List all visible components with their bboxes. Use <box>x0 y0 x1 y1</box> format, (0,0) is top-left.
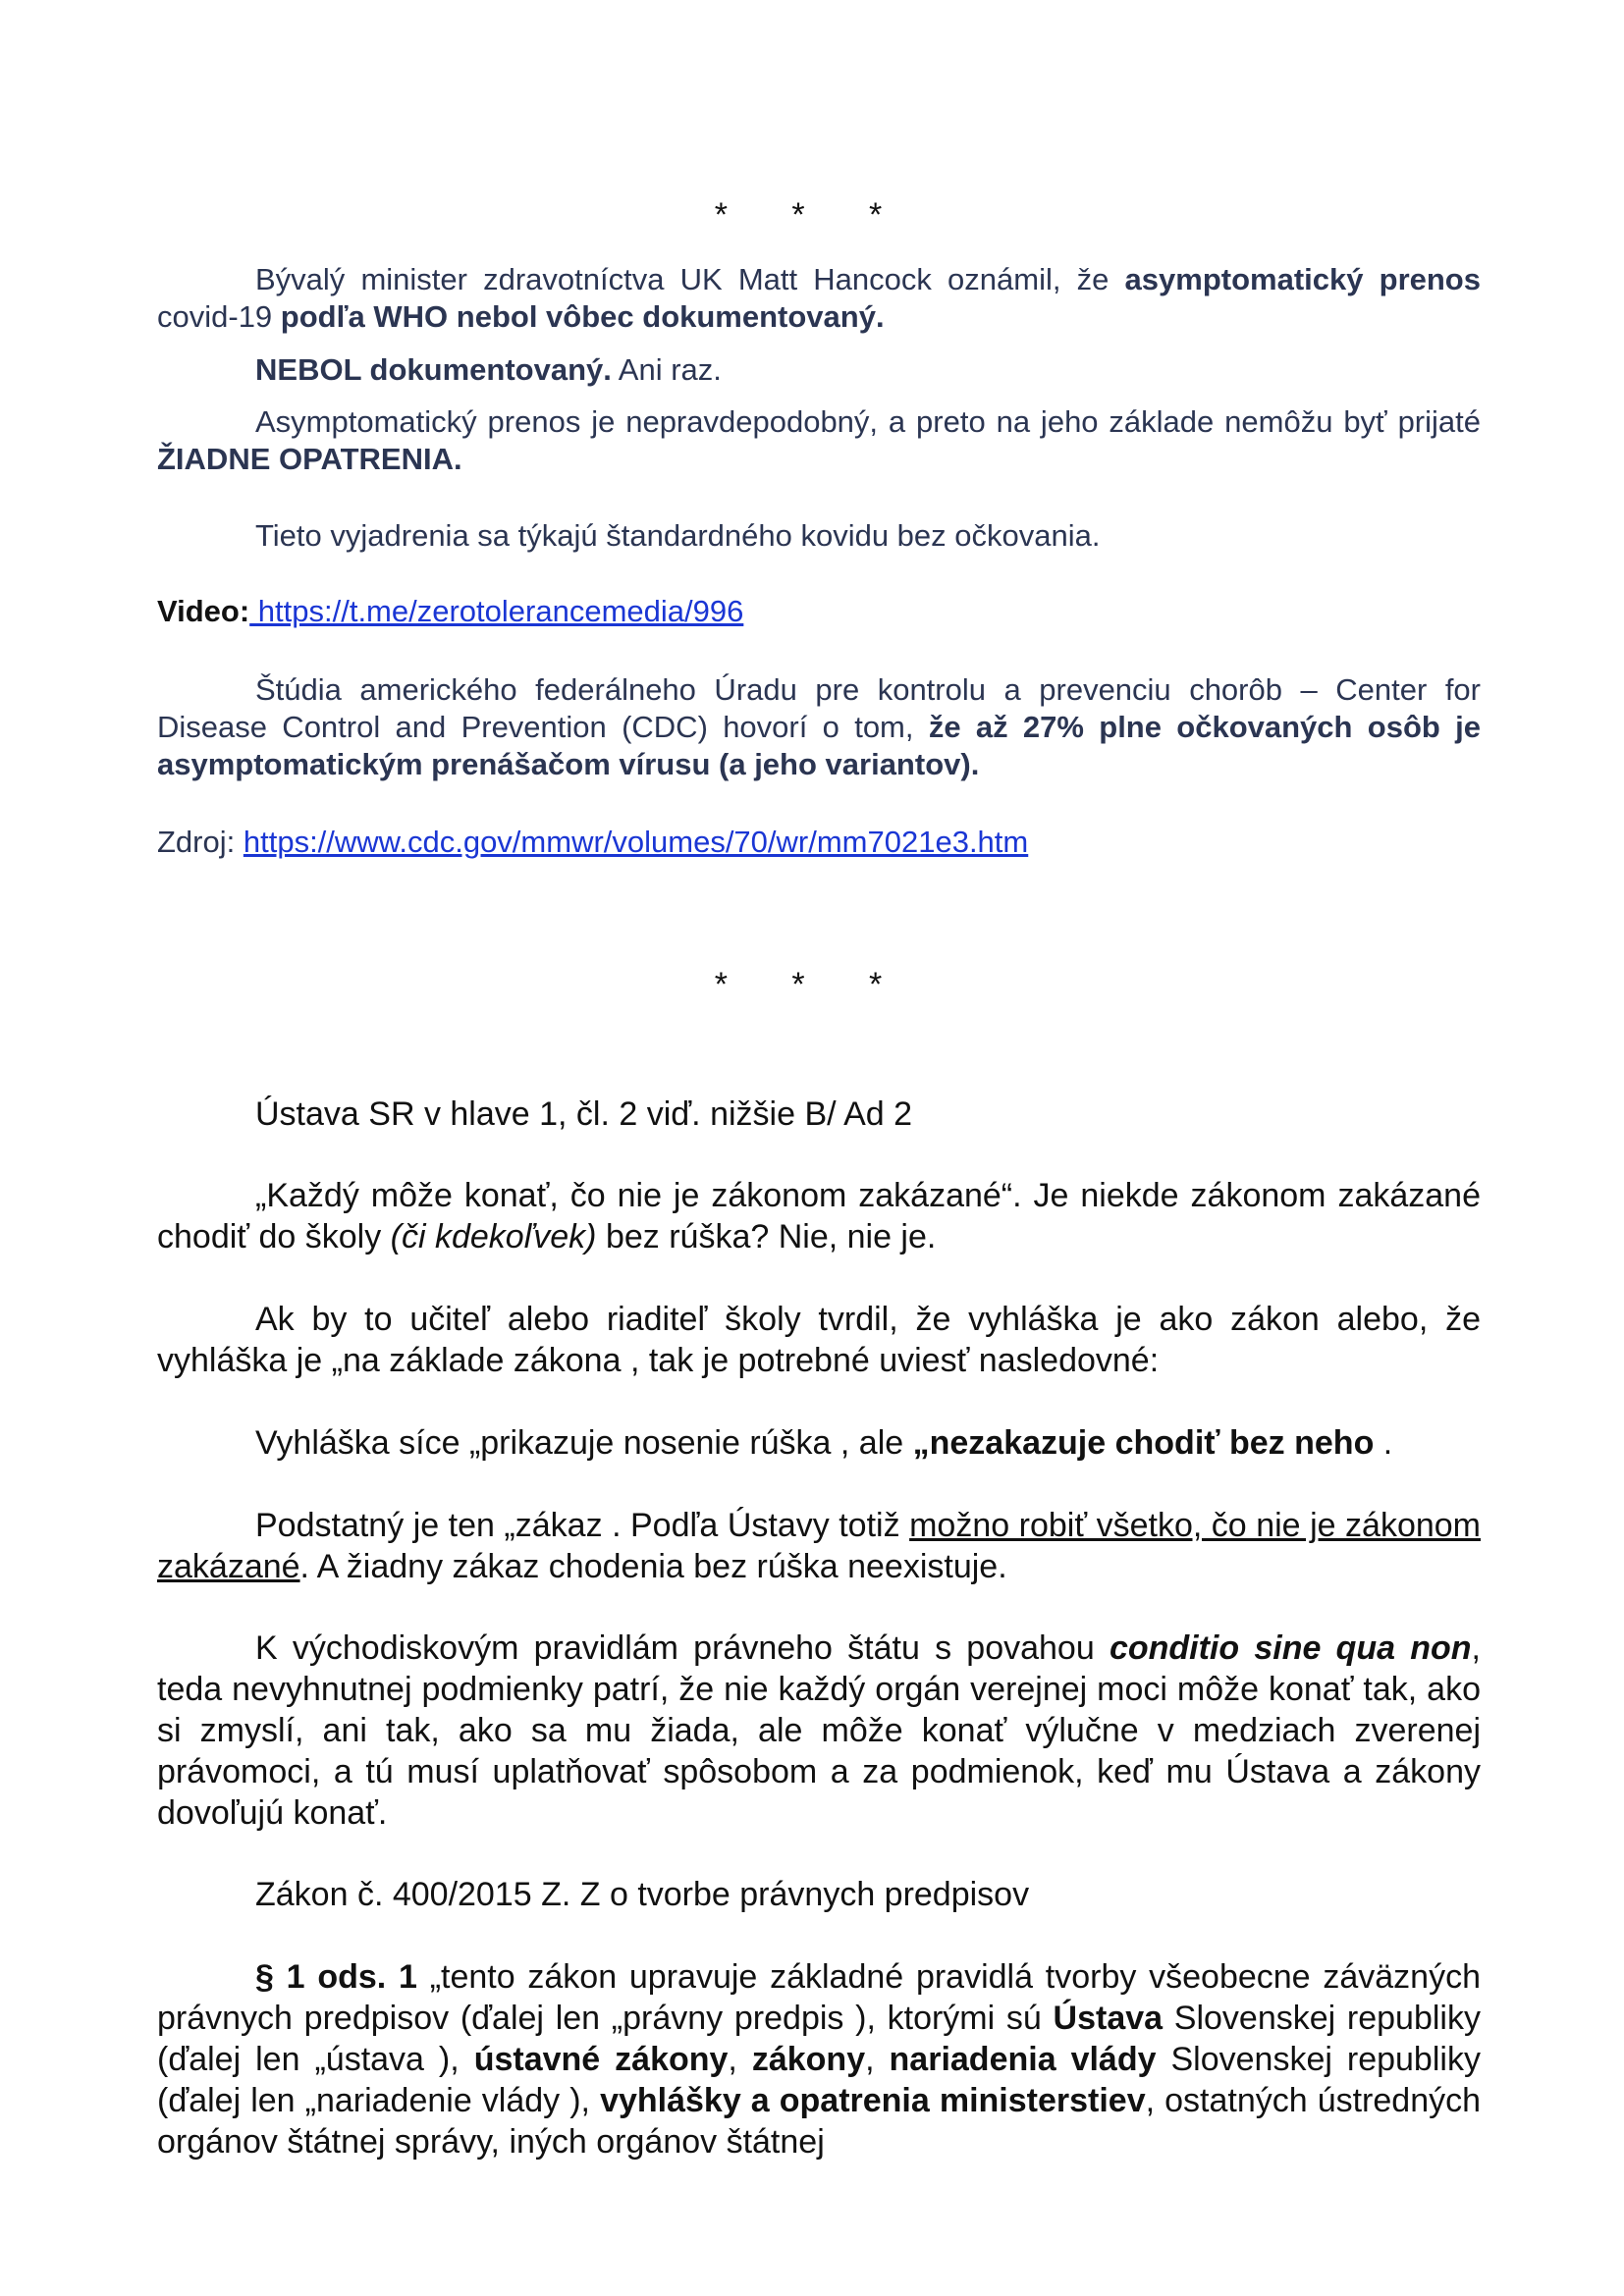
video-link[interactable]: https://t.me/zerotolerancemedia/996 <box>249 594 744 628</box>
video-label: Video: <box>157 594 250 628</box>
text: , <box>728 2041 752 2078</box>
bold-text: § 1 ods. 1 <box>255 1958 417 1996</box>
paragraph-paragraf-1 <box>157 1956 1481 2163</box>
text: , teda nevyhnutnej podmienky patrí, že nie každý orgán verejnej moci môže konať tak, ako si zmyslí, ani tak, ako sa mu žiada, ale môže konať výlučne v medziach zverenej právomoci, a tú musí uplatňovať spôsobom a za podmienok, keď mu Ústava a zákony dovoľujú konať. <box>157 1629 1481 1832</box>
text: K východiskovým pravidlám právneho štátu s povahou <box>255 1629 1110 1667</box>
text: „Každý môže konať, čo nie je zákonom zakázané“. Je niekde zákonom zakázané chodiť do školy <box>157 1177 1481 1255</box>
bold-text: že až 27% plne očkovaných osôb je asymptomatickým prenášačom vírusu (a jeho variantov). <box>157 710 1481 781</box>
bold-italic-text: conditio sine qua non <box>1109 1629 1472 1667</box>
separator-stars: * * * <box>714 196 910 234</box>
source-link[interactable]: https://www.cdc.gov/mmwr/volumes/70/wr/mm7021e3.htm <box>243 825 1029 859</box>
text: bez rúška? Nie, nie je. <box>596 1218 937 1255</box>
text: Podstatný je ten „zákaz . Podľa Ústavy totiž <box>255 1507 910 1544</box>
text: Ak by to učiteľ alebo riaditeľ školy tvrdil, že vyhláška je ako zákon alebo, že vyhláška je „na základe zákona , tak je potrebné uviesť nasledovné: <box>157 1301 1481 1379</box>
text: Asymptomatický prenos je nepravdepodobný, a preto na jeho základe nemôžu byť prijaté <box>255 404 1481 439</box>
underlined-text: možno robiť všetko, čo nie je zákonom zakázané <box>157 1507 1481 1585</box>
text: Ústava SR v hlave 1, čl. 2 viď. nižšie B/ Ad 2 <box>255 1095 913 1133</box>
paragraph-zakon-400 <box>157 1874 1481 1915</box>
bold-text: NEBOL dokumentovaný. <box>255 352 612 387</box>
paragraph-ucitel <box>157 1299 1481 1381</box>
bold-text: Ústava <box>1053 2000 1164 2037</box>
bold-text: ústavné zákony <box>473 2041 729 2078</box>
bold-text: podľa WHO nebol vôbec dokumentovaný. <box>280 299 885 334</box>
text: Štúdia amerického federálneho Úradu pre kontrolu a prevenciu chorôb – Center for Disease Control and Prevention (CDC) hovorí o tom, <box>157 672 1481 744</box>
bold-text: ŽIADNE OPATRENIA. <box>157 442 462 476</box>
paragraph-vyhlaska <box>157 1422 1481 1464</box>
text: Slovenskej republiky (ďalej len „nariadenie vlády ), <box>157 2041 1481 2119</box>
bold-text: zákony <box>751 2041 866 2078</box>
text: , <box>865 2041 890 2078</box>
paragraph-cdc-study <box>157 671 1481 783</box>
text: . A žiadny zákaz chodenia bez rúška neexistuje. <box>299 1548 1007 1585</box>
paragraph-kazdy <box>157 1175 1481 1257</box>
separator-stars: * * * <box>714 966 910 1003</box>
text: Tieto vyjadrenia sa týkajú štandardného kovidu bez očkovania. <box>255 518 1101 553</box>
paragraph-vychodiskove <box>157 1628 1481 1834</box>
text: Vyhláška síce „prikazuje nosenie rúška , ale <box>255 1424 913 1462</box>
paragraph-podstatny <box>157 1505 1481 1587</box>
text: Zákon č. 400/2015 Z. Z o tvorbe právnych predpisov <box>255 1876 1030 1913</box>
source-line <box>157 824 1481 861</box>
italic-text: (či kdekoľvek) <box>390 1218 597 1255</box>
paragraph-hancock <box>157 261 1481 336</box>
bold-text: vyhlášky a opatrenia ministerstiev <box>600 2082 1146 2119</box>
text: Bývalý minister zdravotníctva UK Matt Hancock oznámil, že <box>255 262 1125 296</box>
text: Slovenskej republiky (ďalej len „ústava ), <box>157 2000 1481 2078</box>
bold-text: asymptomatický prenos <box>1124 262 1481 296</box>
text: Ani raz. <box>611 352 722 387</box>
text: covid-19 <box>157 299 281 334</box>
bold-text: nariadenia vlády <box>889 2041 1157 2078</box>
text: „tento zákon upravuje základné pravidlá tvorby všeobecne záväzných právnych predpisov (ďalej len „právny predpis ), ktorými sú <box>157 1958 1481 2037</box>
paragraph-asymptomatic <box>157 403 1481 478</box>
paragraph-nebol <box>157 351 1481 389</box>
paragraph-ustava <box>157 1094 1481 1135</box>
paragraph-vyjadrenia <box>157 517 1481 555</box>
text: . <box>1374 1424 1393 1462</box>
source-label: Zdroj: <box>157 825 244 859</box>
bold-text: „nezakazuje chodiť bez neho <box>912 1424 1375 1462</box>
video-line <box>157 593 1481 630</box>
text: , ostatných ústredných orgánov štátnej správy, iných orgánov štátnej <box>157 2082 1482 2161</box>
